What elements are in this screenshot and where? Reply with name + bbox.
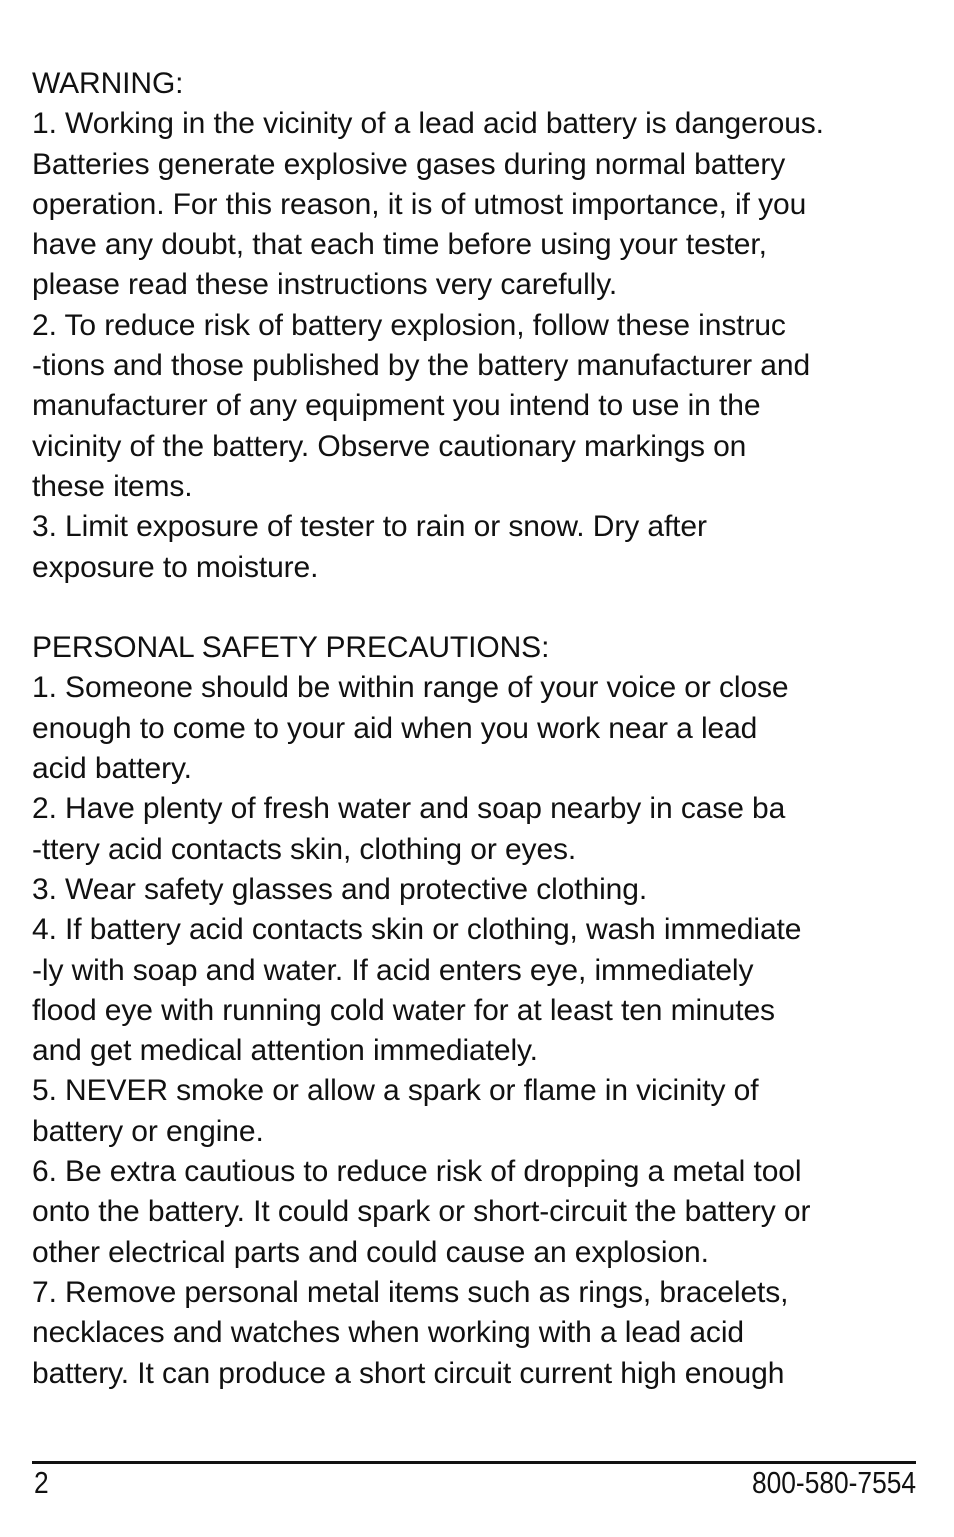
warning-heading: WARNING: [32, 67, 184, 100]
precaution-line: other electrical parts and could cause an explosion. [32, 1235, 709, 1269]
phone-number: 800-580-7554 [751, 1465, 916, 1500]
footer-divider [32, 1461, 916, 1464]
precaution-line: acid battery. [32, 752, 192, 786]
precaution-line: 4. If battery acid contacts skin or clothing, wash immediate [32, 913, 802, 947]
warning-line: Batteries generate explosive gases during normal battery [32, 147, 786, 181]
warning-line: 3. Limit exposure of tester to rain or snow. Dry after [32, 510, 707, 544]
warning-line: 1. Working in the vicinity of a lead acid battery is dangerous. [32, 107, 824, 141]
warning-line: please read these instructions very carefully. [32, 268, 618, 302]
precaution-line: 2. Have plenty of fresh water and soap nearby in case ba [32, 792, 786, 826]
precaution-line: onto the battery. It could spark or short-circuit the battery or [32, 1195, 811, 1229]
precaution-line: 6. Be extra cautious to reduce risk of dropping a metal tool [32, 1155, 802, 1189]
warning-section [32, 64, 932, 588]
warning-line: manufacturer of any equipment you intend to use in the [32, 389, 761, 423]
precautions-heading: PERSONAL SAFETY PRECAUTIONS: [32, 631, 550, 665]
precaution-line: necklaces and watches when working with a lead acid [32, 1316, 744, 1350]
precaution-line: -ttery acid contacts skin, clothing or eyes. [32, 832, 577, 866]
manual-page-body [32, 64, 932, 1394]
precaution-line: battery. It can produce a short circuit current high enough [32, 1356, 785, 1390]
precaution-line: flood eye with running cold water for at least ten minutes [32, 993, 775, 1027]
page-number: 2 [34, 1465, 49, 1500]
warning-line: exposure to moisture. [32, 550, 319, 584]
warning-line: operation. For this reason, it is of utmost importance, if you [32, 187, 807, 221]
warning-line: have any doubt, that each time before using your tester, [32, 228, 767, 262]
precaution-line: 3. Wear safety glasses and protective clothing. [32, 872, 648, 906]
warning-line: -tions and those published by the battery manufacturer and [32, 349, 811, 383]
page-footer [32, 1465, 916, 1505]
precaution-line: battery or engine. [32, 1114, 264, 1148]
precaution-line: 1. Someone should be within range of your voice or close [32, 671, 789, 705]
warning-line: 2. To reduce risk of battery explosion, follow these instruc [32, 308, 786, 342]
precaution-line: and get medical attention immediately. [32, 1034, 538, 1068]
precaution-line: 5. NEVER smoke or allow a spark or flame in vicinity of [32, 1074, 759, 1108]
precaution-line: 7. Remove personal metal items such as rings, bracelets, [32, 1275, 789, 1309]
warning-line: vicinity of the battery. Observe cautionary markings on [32, 429, 747, 463]
precautions-section [32, 628, 932, 1394]
precaution-line: enough to come to your aid when you work near a lead [32, 711, 758, 745]
section-spacer [32, 588, 932, 628]
precaution-line: -ly with soap and water. If acid enters eye, immediately [32, 953, 754, 987]
warning-line: these items. [32, 469, 193, 503]
